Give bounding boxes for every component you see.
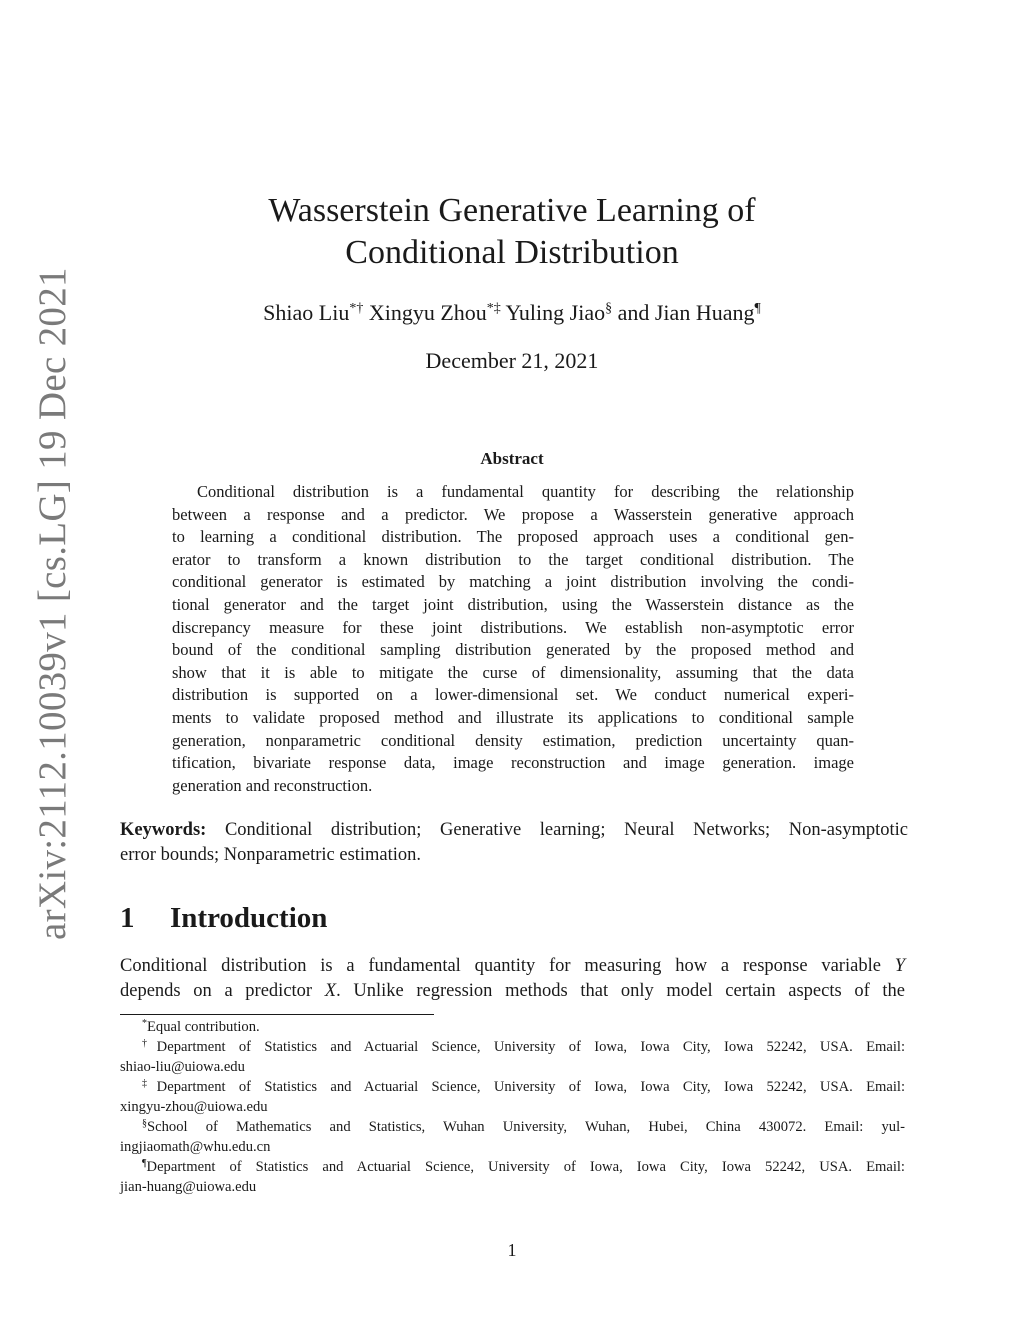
introduction-paragraph [120, 954, 905, 1004]
footnote-line [120, 1117, 905, 1137]
author-name: Jian Huang [654, 300, 755, 325]
section-title: Introduction [170, 902, 328, 934]
abstract-line: bound of the conditional sampling distribution generated by the proposed method and [172, 640, 854, 660]
abstract-line: tional generator and the target joint distribution, using the Wasserstein distance as the [172, 594, 854, 614]
footnote-line [120, 1037, 905, 1057]
author-joiner: and [617, 300, 650, 325]
footnotes [120, 1017, 905, 1197]
footnote-mark: * [142, 1018, 147, 1029]
publication-date: December 21, 2021 [425, 348, 599, 373]
footnote-rule [120, 1014, 434, 1015]
footnote-text: Department of Statistics and Actuarial Science, University of Iowa, Iowa City, Iowa 52242, USA. Email: [146, 1159, 905, 1175]
footnote-text: Department of Statistics and Actuarial Science, University of Iowa, Iowa City, Iowa 52242, USA. Email: [156, 1079, 905, 1095]
section-number: 1 [120, 902, 135, 934]
footnote-mark: ¶ [142, 1158, 147, 1169]
section-heading-introduction [120, 898, 327, 938]
author-list [120, 298, 904, 328]
abstract-body [172, 481, 854, 797]
abstract-line: erator to transform a known distribution to the target conditional distribution. The [172, 549, 854, 569]
page-number: 1 [507, 1240, 517, 1260]
author-affiliation-mark: § [605, 301, 613, 316]
footnote-mark: § [142, 1118, 147, 1129]
footnote-line: shiao-liu@uiowa.edu [120, 1059, 245, 1075]
footnote-line [120, 1077, 905, 1097]
author-affiliation-mark: *‡ [486, 301, 501, 316]
footnote-text: Equal contribution. [147, 1019, 260, 1035]
intro-line [120, 954, 905, 979]
footnote-line: ingjiaomath@whu.edu.cn [120, 1139, 271, 1155]
abstract-line: show that it is able to mitigate the curse of dimensionality, assuming that the data [172, 662, 854, 682]
footnote-text: Department of Statistics and Actuarial Science, University of Iowa, Iowa City, Iowa 52242, USA. Email: [156, 1039, 905, 1055]
footnote-line [120, 1157, 905, 1177]
keywords [120, 818, 908, 868]
keywords-line: error bounds; Nonparametric estimation. [120, 845, 422, 865]
abstract-line: ments to validate proposed method and illustrate its applications to conditional sample [172, 707, 854, 727]
footnote-mark: ‡ [142, 1078, 157, 1089]
abstract-heading: Abstract [480, 449, 544, 468]
abstract-line: conditional generator is estimated by matching a joint distribution involving the condi- [172, 572, 854, 592]
keywords-line [120, 818, 908, 843]
footnote-line [120, 1017, 905, 1037]
abstract-line: tification, bivariate response data, image reconstruction and image generation. image [172, 753, 854, 773]
author-name: Shiao Liu [263, 300, 350, 325]
variable-y: Y [894, 956, 905, 976]
abstract-line: to learning a conditional distribution. The proposed approach uses a conditional gen- [172, 527, 854, 547]
intro-text: Conditional distribution is a fundamental quantity for measuring how a response variable [120, 956, 881, 976]
abstract-line: distribution is supported on a lower-dimensional set. We conduct numerical experi- [172, 685, 854, 705]
paper-title [120, 190, 904, 274]
author-name: Xingyu Zhou [368, 300, 487, 325]
keywords-label: Keywords: [120, 820, 207, 840]
author-affiliation-mark: *† [349, 301, 364, 316]
footnote-text: School of Mathematics and Statistics, Wuhan University, Wuhan, Hubei, China 430072. Email: yul- [147, 1119, 905, 1135]
intro-line [120, 979, 905, 1004]
footnote-line: xingyu-zhou@uiowa.edu [120, 1099, 268, 1115]
footnote-mark: † [142, 1038, 157, 1049]
footnote-line: jian-huang@uiowa.edu [120, 1179, 257, 1195]
abstract-line: between a response and a predictor. We propose a Wasserstein generative approach [172, 504, 854, 524]
author-affiliation-mark: ¶ [754, 301, 761, 316]
abstract-line: Conditional distribution is a fundamental quantity for describing the relationship [197, 482, 854, 501]
abstract-line: generation and reconstruction. [172, 775, 373, 795]
abstract-line: discrepancy measure for these joint distributions. We establish non-asymptotic error [172, 617, 854, 637]
paper-title-line-2: Conditional Distribution [345, 234, 679, 271]
intro-text: . Unlike regression methods that only model certain aspects of the [336, 981, 906, 1001]
variable-x: X [324, 981, 337, 1001]
keywords-text: Conditional distribution; Generative learning; Neural Networks; Non-asymptotic [224, 820, 908, 840]
arxiv-identifier-stamp: arXiv:2112.10039v1 [cs.LG] 19 Dec 2021 [31, 267, 74, 940]
intro-text: depends on a predictor [120, 981, 313, 1001]
abstract-line: generation, nonparametric conditional density estimation, prediction uncertainty quan- [172, 730, 854, 750]
paper-title-line-1: Wasserstein Generative Learning of [268, 192, 756, 229]
author-name: Yuling Jiao [505, 300, 606, 325]
